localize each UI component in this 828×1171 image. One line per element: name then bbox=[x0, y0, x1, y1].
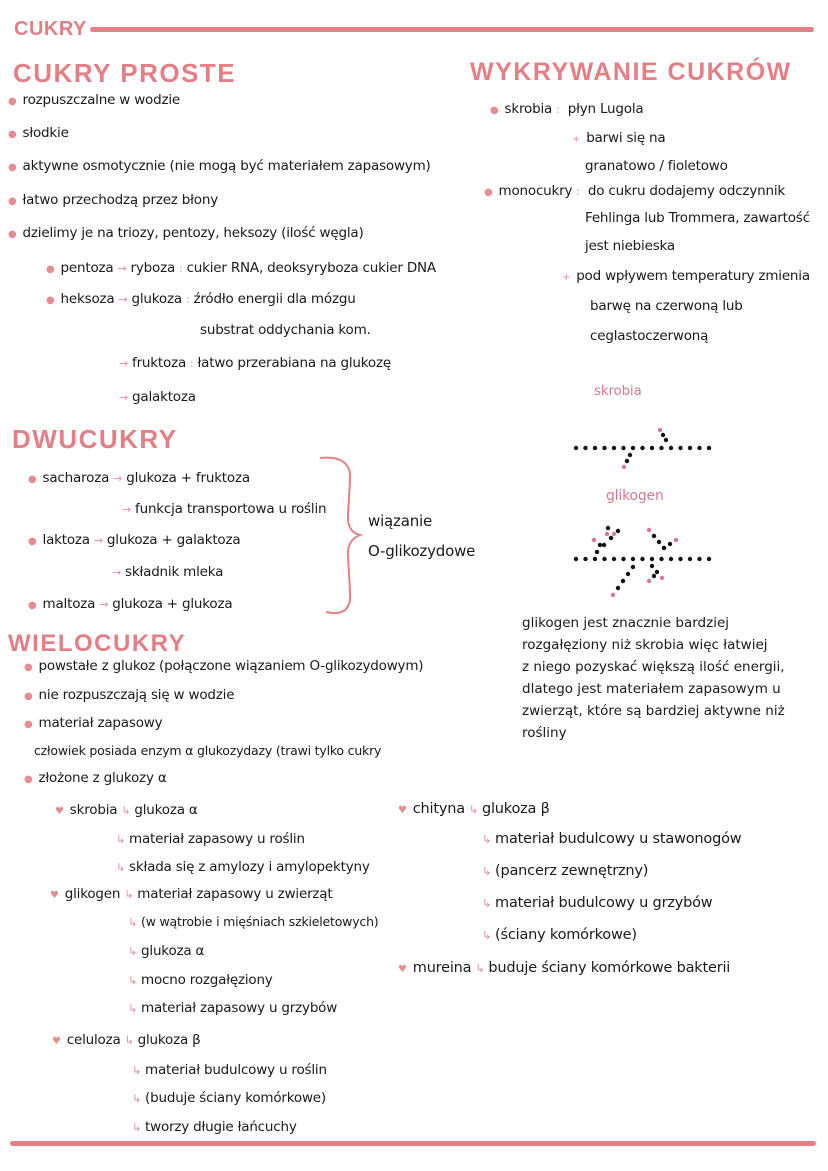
skrobia-result-2: granatowo / fioletowo bbox=[585, 158, 728, 174]
chityna-sub: ↳ materiał budulcowy u grzybów bbox=[482, 895, 713, 911]
chityna-sub: ↳ (ściany komórkowe) bbox=[482, 927, 637, 943]
glucose-dot bbox=[662, 546, 666, 550]
glucose-dot bbox=[593, 446, 597, 450]
glucose-dot bbox=[640, 446, 644, 450]
skrobia-item: ♥ skrobia ↳ glukoza α bbox=[55, 802, 198, 818]
list-item: ● nie rozpuszczają się w wodzie bbox=[24, 687, 235, 703]
chityna-sub: ↳ (pancerz zewnętrzny) bbox=[482, 863, 649, 879]
mureina-item: ♥ mureina ↳ buduje ściany komórkowe bakterii bbox=[398, 960, 731, 976]
glucose-dot bbox=[583, 557, 587, 561]
glucose-dot bbox=[650, 557, 654, 561]
glucose-dot bbox=[593, 557, 597, 561]
glikogen-item: ♥ glikogen ↳ materiał zapasowy u zwierząt bbox=[50, 886, 333, 902]
list-item: ● dzielimy je na triozy, pentozy, heksozy (ilość węgla) bbox=[8, 225, 364, 241]
glucose-dot bbox=[631, 446, 635, 450]
paragraph-line: dlatego jest materiałem zapasowym u bbox=[522, 681, 781, 697]
sacharoza-func: → funkcja transportowa u roślin bbox=[122, 501, 327, 517]
glucose-dot bbox=[605, 532, 609, 536]
monocukry-line: jest niebieska bbox=[585, 238, 675, 254]
maltoza-item: ● maltoza → glukoza + glukoza bbox=[28, 596, 233, 612]
glucose-dot bbox=[707, 446, 711, 450]
glucose-dot bbox=[660, 576, 664, 580]
list-item: ● słodkie bbox=[8, 125, 69, 141]
page-title: CUKRY bbox=[14, 18, 87, 40]
glucose-dot bbox=[583, 446, 587, 450]
glucose-dot bbox=[612, 446, 616, 450]
glucose-dot bbox=[621, 579, 625, 583]
glucose-dot bbox=[688, 557, 692, 561]
glucose-dot bbox=[697, 557, 701, 561]
glucose-dot bbox=[647, 528, 651, 532]
galaktoza-item: → galaktoza bbox=[119, 389, 196, 405]
monocukry-line: barwę na czerwoną lub bbox=[590, 298, 743, 314]
diagram-label-glikogen: glikogen bbox=[606, 488, 664, 504]
celuloza-sub: ↳ (buduje ściany komórkowe) bbox=[132, 1090, 326, 1106]
fruktoza-item: → fruktoza : łatwo przerabiana na glukozę bbox=[119, 355, 391, 371]
glucose-dot bbox=[598, 543, 602, 547]
glucose-dot bbox=[652, 574, 656, 578]
glucose-dot bbox=[647, 579, 651, 583]
celuloza-sub: ↳ tworzy długie łańcuchy bbox=[132, 1119, 297, 1135]
glucose-dot bbox=[688, 446, 692, 450]
glucose-dot bbox=[602, 543, 606, 547]
glucose-dot bbox=[616, 586, 620, 590]
glucose-dot bbox=[669, 446, 673, 450]
list-item: ● materiał zapasowy bbox=[24, 715, 163, 731]
glikogen-sub: ↳ glukoza α bbox=[128, 943, 205, 959]
glucose-dot bbox=[650, 564, 654, 568]
glucose-dot bbox=[657, 540, 661, 544]
celuloza-item: ♥ celuloza ↳ glukoza β bbox=[52, 1032, 201, 1048]
laktoza-item: ● laktoza → glukoza + galaktoza bbox=[28, 532, 241, 548]
glucose-dot bbox=[621, 446, 625, 450]
glucose-dot bbox=[640, 557, 644, 561]
glucose-dot bbox=[626, 572, 630, 576]
glucose-dot bbox=[621, 557, 625, 561]
glikogen-sub: ↳ (w wątrobie i mięśniach szkieletowych) bbox=[128, 914, 379, 929]
glucose-dot bbox=[602, 446, 606, 450]
footer-rule bbox=[10, 1141, 816, 1146]
list-item: ● łatwo przechodzą przez błony bbox=[8, 192, 218, 208]
glucose-dot bbox=[669, 557, 673, 561]
glucose-dot bbox=[574, 557, 578, 561]
bond-label-1: wiązanie bbox=[368, 512, 432, 530]
heading-cukry-proste: CUKRY PROSTE bbox=[13, 58, 237, 88]
glucose-dot bbox=[659, 446, 663, 450]
monocukry-result: + pod wpływem temperatury zmienia bbox=[562, 268, 810, 284]
heading-dwucukry: DWUCUKRY bbox=[12, 424, 178, 454]
glucose-dot bbox=[616, 529, 620, 533]
glucose-dot bbox=[661, 433, 665, 437]
diagram-label-skrobia: skrobia bbox=[594, 383, 642, 399]
bond-label-2: O-glikozydowe bbox=[368, 542, 476, 560]
list-item: ● rozpuszczalne w wodzie bbox=[8, 92, 181, 108]
monocukry-test: ● monocukry : do cukru dodajemy odczynnik bbox=[484, 183, 785, 199]
skrobia-test: ● skrobia : płyn Lugola bbox=[490, 101, 644, 117]
glucose-dot bbox=[658, 428, 662, 432]
glucose-dot bbox=[631, 565, 635, 569]
glucose-dot bbox=[628, 453, 632, 457]
paragraph-line: glikogen jest znacznie bardziej bbox=[522, 615, 730, 631]
glucose-dot bbox=[625, 459, 629, 463]
glucose-dot bbox=[592, 538, 596, 542]
glucose-dot bbox=[622, 465, 626, 469]
chityna-sub: ↳ materiał budulcowy u stawonogów bbox=[482, 831, 742, 847]
glucose-dot bbox=[668, 542, 672, 546]
list-item: ● aktywne osmotycznie (nie mogą być materiałem zapasowym) bbox=[8, 158, 431, 174]
paragraph-line: z niego pozyskać większą ilość energii, bbox=[522, 659, 785, 675]
skrobia-sub: ↳ składa się z amylozy i amylopektyny bbox=[116, 859, 370, 875]
glucose-dot bbox=[609, 536, 613, 540]
glucose-dot bbox=[612, 557, 616, 561]
glucose-dot bbox=[707, 557, 711, 561]
glucose-dot bbox=[612, 532, 616, 536]
glucose-dot bbox=[659, 557, 663, 561]
pentoza-item: ● pentoza → ryboza : cukier RNA, deoksyryboza cukier DNA bbox=[46, 260, 436, 276]
glucose-dot bbox=[602, 557, 606, 561]
glucose-dot bbox=[652, 534, 656, 538]
celuloza-sub: ↳ materiał budulcowy u roślin bbox=[132, 1062, 327, 1078]
skrobia-sub: ↳ materiał zapasowy u roślin bbox=[116, 831, 305, 847]
glikogen-sub: ↳ materiał zapasowy u grzybów bbox=[128, 1000, 338, 1016]
glucose-dot bbox=[678, 446, 682, 450]
glucose-dot bbox=[655, 570, 659, 574]
heksoza-desc2: substrat oddychania kom. bbox=[200, 322, 371, 338]
glucose-dot bbox=[574, 446, 578, 450]
heading-wielocukry: WIELOCUKRY bbox=[8, 630, 187, 657]
chityna-item: ♥ chityna ↳ glukoza β bbox=[398, 801, 550, 817]
glikogen-sub: ↳ mocno rozgałęziony bbox=[128, 972, 273, 988]
glucose-dot bbox=[697, 446, 701, 450]
paragraph-line: zwierząt, które są bardziej aktywne niż bbox=[522, 703, 785, 719]
laktoza-func: → składnik mleka bbox=[112, 564, 224, 580]
monocukry-line: Fehlinga lub Trommera, zawartość bbox=[585, 210, 810, 226]
heksoza-item: ● heksoza → glukoza : źródło energii dla mózgu bbox=[46, 291, 356, 307]
glucose-dot bbox=[650, 446, 654, 450]
glucose-dot bbox=[611, 593, 615, 597]
glucose-dot bbox=[664, 438, 668, 442]
glikogen-paragraph bbox=[522, 612, 822, 744]
paragraph-line: rośliny bbox=[522, 725, 567, 741]
glucose-dot bbox=[678, 557, 682, 561]
glucose-dot bbox=[606, 526, 610, 530]
monocukry-line: ceglastoczerwoną bbox=[590, 328, 709, 344]
glucose-dot bbox=[631, 557, 635, 561]
list-item: ● złożone z glukozy α bbox=[24, 770, 167, 786]
skrobia-result: + barwi się na bbox=[572, 130, 666, 146]
glucose-dot bbox=[674, 538, 678, 542]
paragraph-line: rozgałęziony niż skrobia więc łatwiej bbox=[522, 637, 768, 653]
glucose-dot bbox=[595, 550, 599, 554]
sacharoza-item: ● sacharoza → glukoza + fruktoza bbox=[28, 470, 250, 486]
heading-wykrywanie: WYKRYWANIE CUKRÓW bbox=[470, 58, 792, 86]
list-item: ● powstałe z glukoz (połączone wiązaniem O-glikozydowym) bbox=[24, 658, 424, 674]
enzyme-note: człowiek posiada enzym α glukozydazy (trawi tylko cukry bbox=[34, 743, 382, 758]
